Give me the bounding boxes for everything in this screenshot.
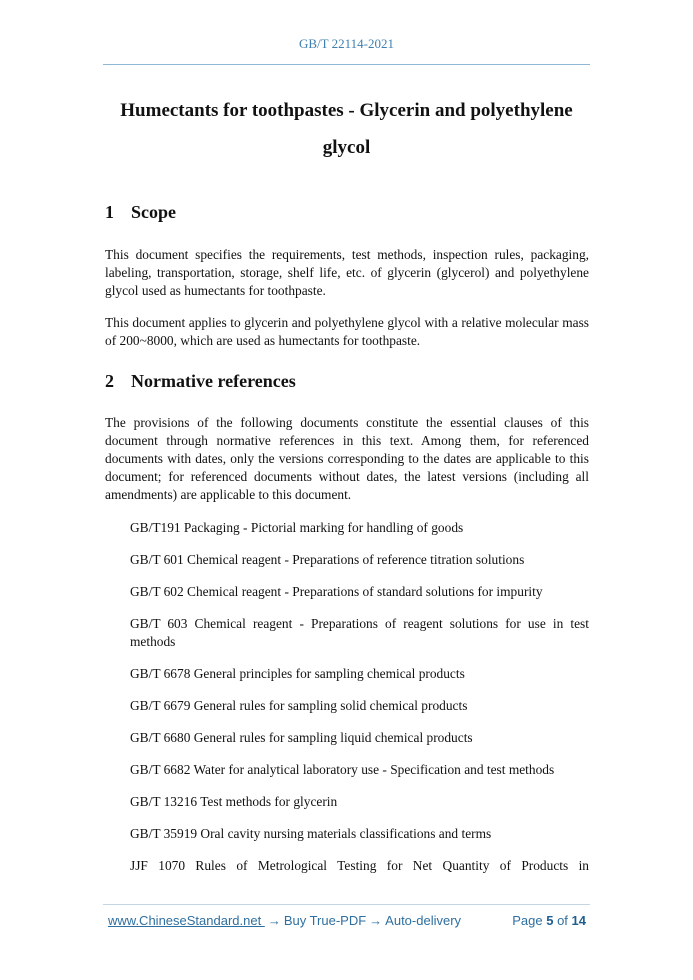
section-number: 1 (105, 202, 114, 222)
arrow-right-icon: → (369, 913, 383, 928)
arrow-right-icon: → (267, 913, 281, 928)
page-footer (108, 913, 586, 928)
footer-step-delivery: Auto-delivery (385, 913, 462, 928)
title-line-1: Humectants for toothpastes - Glycerin and polyethylene (120, 100, 573, 121)
reference-item: GB/T 601 Chemical reagent - Preparations of reference titration solutions (130, 552, 525, 567)
header-rule (103, 64, 590, 65)
reference-item: GB/T 603 Chemical reagent - Preparations of reagent solutions for use in test methods (130, 616, 589, 649)
reference-item: GB/T 6680 General rules for sampling liquid chemical products (130, 730, 473, 745)
section-heading-scope (105, 202, 176, 223)
reference-item: GB/T 6679 General rules for sampling solid chemical products (130, 698, 468, 713)
reference-item: GB/T191 Packaging - Pictorial marking for handling of goods (130, 520, 464, 535)
page-of: of (557, 913, 568, 928)
footer-rule (103, 904, 590, 905)
section-title: Scope (131, 202, 176, 222)
normative-intro-paragraph: The provisions of the following documents constitute the essential clauses of this document through normative references in this text. Among them, for referenced documents with dates, only the versions corresponding to the dates are applicable to this document; for referenced documents without dates, the latest versions (including all amendments) are applicable to this document. (105, 415, 589, 502)
page-total: 14 (571, 913, 586, 928)
page-label: Page (512, 913, 543, 928)
reference-item: JJF 1070 Rules of Metrological Testing for Net Quantity of Products in (130, 858, 589, 873)
document-title (103, 92, 590, 166)
scope-paragraph-2: This document applies to glycerin and polyethylene glycol with a relative molecular mass of 200~8000, which are used as humectants for toothpaste. (105, 315, 589, 348)
reference-item: GB/T 6682 Water for analytical laboratory use - Specification and test methods (130, 762, 555, 777)
section-heading-normative-references (105, 371, 296, 392)
page-header (103, 36, 590, 52)
page-current: 5 (546, 913, 554, 928)
title-line-2: glycol (322, 137, 371, 158)
footer-step-buy: Buy True-PDF (283, 913, 367, 928)
reference-item: GB/T 13216 Test methods for glycerin (130, 794, 338, 809)
section-number: 2 (105, 371, 114, 391)
scope-paragraph-1: This document specifies the requirements, test methods, inspection rules, packaging, labeling, transportation, storage, shelf life, etc. of glycerin (glycerol) and polyethylene glycol used as humectants for toothpaste. (105, 247, 589, 298)
section-title: Normative references (131, 371, 296, 391)
chinesestandard-link[interactable]: www.ChineseStandard.net (108, 913, 265, 928)
reference-item: GB/T 35919 Oral cavity nursing materials classifications and terms (130, 826, 492, 841)
page-indicator (512, 913, 586, 928)
standard-code: GB/T 22114-2021 (299, 36, 394, 51)
reference-item: GB/T 6678 General principles for sampling chemical products (130, 666, 465, 681)
reference-item: GB/T 602 Chemical reagent - Preparations of standard solutions for impurity (130, 584, 543, 599)
